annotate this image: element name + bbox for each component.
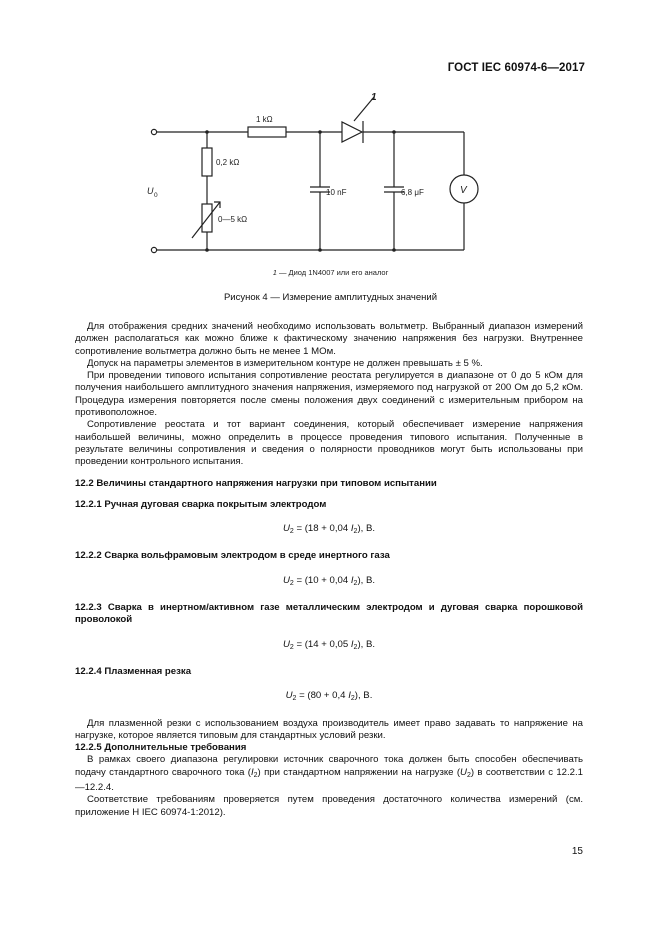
standard-code-header: ГОСТ IEC 60974-6—2017 bbox=[447, 62, 585, 74]
paragraph-compliance: Соответствие требованиям проверяется путем проведения достаточного количества измерений (см. приложение Н IEC 60974-1:2012). bbox=[75, 794, 583, 818]
circuit-diagram bbox=[140, 92, 500, 272]
label-source-sub: 0 bbox=[154, 192, 158, 199]
diode bbox=[342, 122, 362, 142]
figure-note-number: 1 bbox=[272, 268, 277, 277]
terminal-bottom bbox=[151, 247, 156, 252]
label-voltmeter: V bbox=[460, 185, 467, 196]
heading-12-2: 12.2 Величины стандартного напряжения нагрузки при типовом испытании bbox=[75, 477, 437, 489]
figure-note bbox=[0, 268, 661, 277]
figure-note-text: — Диод 1N4007 или его аналог bbox=[276, 268, 389, 277]
terminal-top bbox=[151, 129, 156, 134]
variable-arrow bbox=[192, 202, 220, 238]
label-c2: 6,8 μF bbox=[401, 188, 424, 197]
resistor-fixed bbox=[202, 148, 212, 176]
label-r-series: 1 kΩ bbox=[256, 115, 273, 124]
label-c1: 10 nF bbox=[326, 188, 347, 197]
paragraph-additional: В рамках своего диапазона регулировки источник сварочного тока должен быть способен обеспечивать подачу стандартного сварочного тока $(I_2)$ при стандартном напряжении на нагрузке $(U_2)$ в соответствии с 12.2.1—12.2.4. bbox=[75, 754, 583, 794]
paragraph-plasma: Для плазменной резки с использованием воздуха производитель имеет право задавать то напряжение на нагрузке, которое является типовым для стандартных условий резки. bbox=[75, 717, 583, 741]
formula-3: $U_2 = (14 + 0,05$ $I_2$), В. bbox=[282, 638, 376, 651]
figure-title: Рисунок 4 — Измерение амплитудных значений bbox=[223, 292, 438, 303]
heading-12-2-3: 12.2.3 Сварка в инертном/активном газе металлическим электродом и дуговая сварка порошковой проволокой bbox=[75, 602, 583, 626]
paragraph-voltmeter: Для отображения средних значений необходимо использовать вольтметр. Выбранный диапазон измерений должен располагаться как можно ближе к фактическому значению напряжения без нагрузки. Внутреннее сопротивление вольтметра должно быть не менее 1 МОм. bbox=[75, 321, 583, 357]
heading-12-2-5: 12.2.5 Дополнительные требования bbox=[75, 742, 247, 754]
formula-4: $U_2 = (80 + 0,4$ $I_2$), В. bbox=[285, 690, 373, 703]
formula-2: $U_2 = (10 + 0,04$ $I_2$), В. bbox=[282, 574, 376, 587]
page-number: 15 bbox=[571, 846, 583, 857]
paragraph-rheostat: Сопротивление реостата и тот вариант соединения, который обеспечивает измерение напряжения наибольшей величины, можно определить в процессе проведения типового испытания. Полученные в результате величины сопротивления и сведения о полярности проводников могут быть использованы при проведении контрольного испытания. bbox=[75, 419, 583, 468]
heading-12-2-4: 12.2.4 Плазменная резка bbox=[75, 665, 192, 677]
paragraph-type-test: При проведении типового испытания сопротивление реостата регулируется в диапазоне от 0 до 5 кОм для получения наибольшего амплитудного значения напряжения, измеряемого под нагрузкой от 200 Ом до 5,2 кОм. Процедура измерения повторяется после смены положения двух соединений с измерительным прибором на противоположное. bbox=[75, 370, 583, 419]
label-source-u: U bbox=[147, 186, 154, 196]
formula-1: $U_2 = (18 + 0,04$ $I_2$), В. bbox=[282, 523, 376, 536]
label-r-fixed: 0,2 kΩ bbox=[216, 158, 240, 167]
body-text bbox=[75, 321, 583, 819]
paragraph-tolerance: Допуск на параметры элементов в измерительном контуре не должен превышать ± 5 %. bbox=[87, 357, 483, 369]
heading-12-2-2: 12.2.2 Сварка вольфрамовым электродом в среде инертного газа bbox=[75, 550, 390, 562]
heading-12-2-1: 12.2.1 Ручная дуговая сварка покрытым электродом bbox=[75, 498, 327, 510]
label-callout: 1 bbox=[371, 92, 377, 103]
resistor-series bbox=[248, 127, 286, 137]
label-r-variable: 0—5 kΩ bbox=[218, 215, 248, 224]
